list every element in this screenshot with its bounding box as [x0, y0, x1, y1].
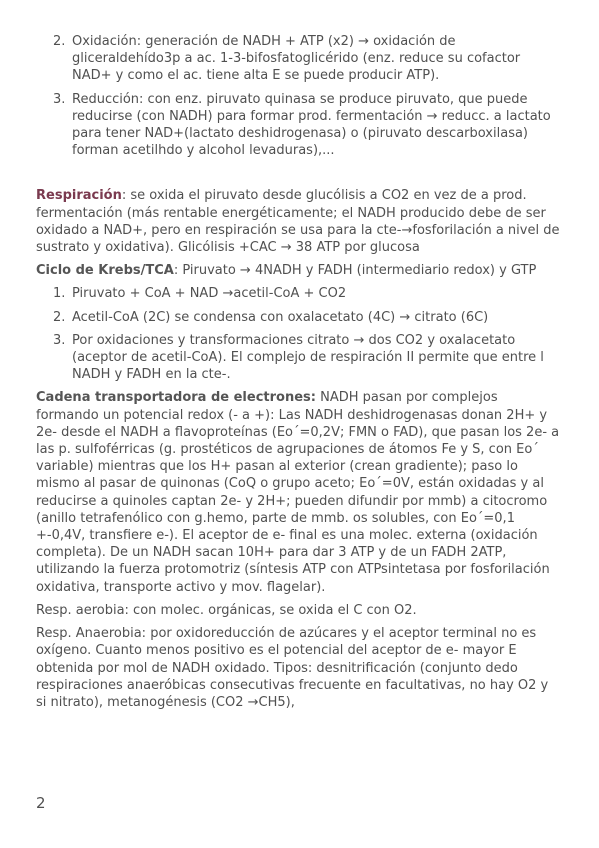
list-item: [36, 91, 562, 160]
page-number: 2: [36, 794, 46, 812]
respiracion-paragraph: [36, 187, 562, 256]
list-number: 2.: [53, 309, 66, 325]
list-item: [36, 285, 562, 302]
cadena-heading: Cadena transportadora de electrones:: [36, 390, 316, 406]
page-content: [36, 33, 562, 717]
list-text: Acetil-CoA (2C) se condensa con oxalacetato (4C) → citrato (6C): [72, 309, 489, 325]
numbered-list-krebs: [36, 285, 562, 383]
list-text: Oxidación: generación de NADH + ATP (x2) → oxidación de gliceraldehído3p a ac. 1-3-bifosfatoglicérido (enz. reduce su cofactor NAD+ y como el ac. tiene alta E se puede producir ATP).: [72, 34, 521, 84]
cadena-text: NADH pasan por complejos formando un potencial redox (- a +): Las NADH deshidrogenasas donan 2H+ y 2e- desde el NADH a flavoproteínas (Eo´=0,2V; FMN o FAD), que pasan los 2e- a las p. sulfoférricas (g. prostéticos de agrupaciones de átomos Fe y S, con Eo´ variable) mientras que los H+ pasan al exterior (crean gradiente); paso lo mismo al pasar de quinonas (CoQ o grupo aceto; Eo´=0V, están oxidadas y al reducirse a quinoles captan 2e- y 2H+; pueden difundir por mmb) a citocromo (anillo tetrafenólico con g.hemo, parte de mmb. os solubles, con Eo´=0,1 +-0,4V, transfiere e-). El aceptor de e- final es una molec. externa (oxidación completa). De un NADH sacan 10H+ para dar 3 ATP y de un FADH 2ATP, utilizando la fuerza protomotriz (síntesis ATP con ATPsintetasa por fosforilación oxidativa, transporte activo y mov. flagelar).: [36, 390, 560, 595]
list-text: Reducción: con enz. piruvato quinasa se produce piruvato, que puede reducirse (con NADH) para formar prod. fermentación → reducc. a lactato para tener NAD+(lactato deshidrogenasa) o (piruvato descarboxilasa) forman acetilhdo y alcohol levaduras),...: [72, 91, 551, 159]
list-item: [36, 309, 562, 326]
list-item: [36, 33, 562, 85]
list-text: Por oxidaciones y transformaciones citrato → dos CO2 y oxalacetato (aceptor de acetil-CoA). El complejo de respiración II permite que entre l NADH y FADH en la cte-.: [72, 332, 544, 383]
anaerobia-paragraph: Resp. Anaerobia: por oxidoreducción de azúcares y el aceptor terminal no es oxígeno. Cuanto menos positivo es el potencial del aceptor de e- mayor E obtenida por mol de NADH oxidado. Tipos: desnitrificación (conjunto dedo respiraciones anaeróbicas consecutivas frecuente en facultativas, no hay O2 y si nitrato), metanogénesis (CO2 →CH5),: [36, 626, 549, 710]
respiracion-heading: Respiración: [36, 188, 122, 204]
list-item: [36, 332, 562, 384]
respiracion-text: : se oxida el piruvato desde glucólisis a CO2 en vez de a prod. fermentación (más rentable energéticamente; el NADH producido debe de ser oxidado a NAD+, pero en respiración se usa para la cte-→fosforilación a nivel de sustrato y oxidativa). Glicólisis +CAC → 38 ATP por glucosa: [36, 188, 560, 256]
spacer: [36, 165, 562, 187]
krebs-heading: Ciclo de Krebs/TCA: [36, 263, 174, 279]
list-number: 2.: [53, 34, 66, 49]
list-number: 1.: [53, 286, 66, 302]
krebs-paragraph: [36, 262, 562, 279]
list-text: Piruvato + CoA + NAD →acetil-CoA + CO2: [72, 286, 347, 302]
krebs-text: : Piruvato → 4NADH y FADH (intermediario redox) y GTP: [173, 263, 537, 279]
numbered-list-glycolysis: [36, 33, 562, 159]
aerobia-paragraph: Resp. aerobia: con molec. orgánicas, se oxida el C con O2.: [36, 602, 417, 618]
cadena-paragraph: [36, 389, 562, 595]
list-number: 3.: [53, 332, 66, 348]
list-number: 3.: [53, 91, 66, 107]
